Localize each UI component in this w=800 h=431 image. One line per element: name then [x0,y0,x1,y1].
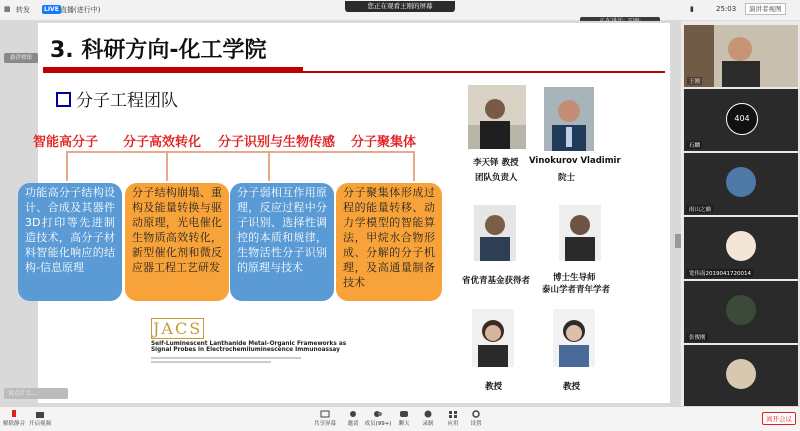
record-icon [423,410,433,419]
presentation-slide [25,23,670,403]
float-button[interactable]: 悬浮按钮 [4,53,38,63]
view-mode-button[interactable]: 演讲者视图 [745,3,786,15]
video-tile[interactable] [684,153,798,215]
person-caption: 教授 [563,382,581,392]
person-caption: 省优青基金获得者 [462,276,531,286]
article-title: Self-Luminescent Lanthanide Metal–Organic Frameworks as Signal Probes in Electrochemiluminescence Immunoassay [151,341,347,353]
meeting-toolbar [0,406,800,431]
forward-label[interactable]: 转发 [16,6,30,14]
invite-icon [348,410,358,419]
person-caption: 团队负责人 [475,173,518,183]
participant-name: 石麟 [689,143,701,149]
professor-photo [472,309,514,367]
avatar [726,231,756,261]
live-badge: LIVE [44,6,59,13]
video-tile[interactable] [684,217,798,279]
camera-icon [35,410,45,419]
academician-photo [544,87,594,151]
screenshare-banner: 您正在观看王刚的屏幕 [345,1,455,12]
article-author-line [151,361,271,363]
apps-button[interactable]: 应用 [439,410,467,427]
video-tile[interactable] [684,281,798,343]
mic-icon [9,410,19,419]
collapse-panel-arrow[interactable] [675,234,681,248]
research-box: 分子结构崩塌、重构及能量转换与驱动原理，光电催化生物质高效转化，新型催化剂和微反应器工程工艺研发 [125,183,229,301]
article-author-line [151,357,301,359]
participant-name: 雨山之巅 [689,207,712,213]
chat-icon [399,410,409,419]
gear-icon [471,410,481,419]
avatar [726,359,756,389]
research-box: 分子聚集体形成过程的能量转移、动力学模型的智能算法，甲烷水合物形成、分解的分子机理，及高通量制备技术 [336,183,442,301]
leave-meeting-button[interactable]: 离开会议 [762,412,796,425]
connector-line [66,151,68,181]
signal-icon: ▮ [690,5,694,13]
slide-title: 3. 科研方向-化工学院 [50,38,267,63]
meeting-clock: 25:03 [716,5,737,13]
category-label: 分子高效转化 [123,135,202,150]
person-caption: Vinokurov Vladimir [529,156,621,166]
category-label: 分子识别与生物传感 [218,135,336,150]
participant-video-panel [682,21,800,410]
chat-input[interactable]: 说点什么... [4,388,68,399]
jacs-article-thumbnail [151,319,361,389]
mic-button[interactable]: 解除静音 [0,410,28,427]
person-caption: 李天铎 教授 [473,158,519,168]
avatar [726,167,756,197]
participant-name: 张俊刚 [689,335,706,341]
research-box: 功能高分子结构设计、合成及其器件3D打印等先进制造技术，高分子材料智能化响应的结构-信息原理 [18,183,122,301]
avatar: 404 [726,103,758,135]
slide-subtitle: 分子工程团队 [76,91,178,111]
video-tile[interactable] [684,89,798,151]
video-tile[interactable] [684,345,798,407]
share-screen-icon [320,410,330,419]
jacs-logo: JACS [153,319,203,338]
person-caption: 博士生导师 [553,273,596,283]
person-caption: 院士 [558,173,576,183]
person-caption: 泰山学者青年学者 [542,285,611,295]
members-button[interactable]: 成员(99+) [364,410,392,427]
settings-button[interactable]: 设置 [462,410,490,427]
researcher-photo [559,205,601,261]
members-icon [373,410,383,419]
chat-button[interactable]: 聊天 [390,410,418,427]
record-button[interactable]: 录制 [414,410,442,427]
researcher-photo [474,205,516,261]
title-divider [303,71,665,73]
apps-icon [448,410,458,419]
connector-line [66,151,414,153]
professor-photo [468,85,526,149]
camera-button[interactable]: 开启视频 [26,410,54,427]
participant-name: 宽伟南2019041720014 [689,271,751,277]
shared-screen [0,21,681,406]
connector-line [268,151,270,181]
connector-line [166,151,168,181]
top-bar [0,0,800,21]
title-accent-bar [43,67,303,73]
invite-button[interactable]: 邀请 [339,410,367,427]
avatar [726,295,756,325]
category-label: 智能高分子 [33,135,99,150]
share-screen-button[interactable]: 共享屏幕 [311,410,339,427]
participant-name: 王刚 [689,79,701,85]
app-icon[interactable]: ▦ [4,5,11,13]
research-box: 分子弱相互作用原理，反应过程中分子识别、选择性调控的本质和规律，生物活性分子识别的原理与技术 [230,183,334,301]
professor-photo [553,309,595,367]
connector-line [413,151,415,181]
video-tile[interactable] [684,25,798,87]
person-caption: 教授 [485,382,503,392]
bullet-square-icon [56,92,71,107]
category-label: 分子聚集体 [351,135,417,150]
live-status[interactable]: 直播(进行中) [60,6,101,14]
